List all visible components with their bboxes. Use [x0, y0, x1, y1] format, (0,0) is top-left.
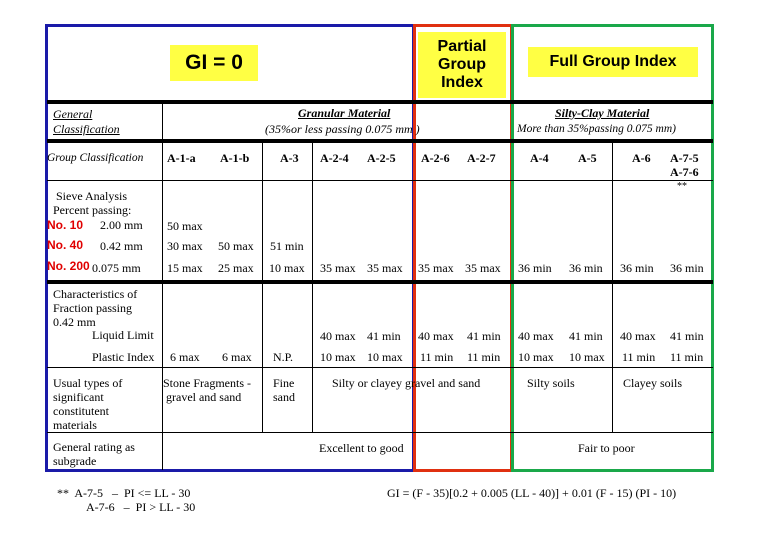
types-label-2: significant: [53, 390, 104, 404]
stone-fragments-2: gravel and sand: [166, 390, 242, 404]
rating-label-2: subgrade: [53, 454, 97, 468]
silty-soils: Silty soils: [527, 376, 575, 390]
group-a-2-6: A-2-6: [421, 151, 450, 165]
sieve200-a24: 35 max: [320, 261, 356, 275]
pi-a24: 10 max: [320, 350, 356, 364]
sieve200-a1a: 15 max: [167, 261, 203, 275]
fine-sand-1: Fine: [273, 376, 295, 390]
sieve200-a7: 36 min: [670, 261, 704, 275]
footnote-line-2: A-7-6 – PI > LL - 30: [86, 500, 196, 514]
sieve-size-2mm: 2.00 mm: [100, 218, 143, 232]
header-rule: [47, 139, 713, 143]
fraction-label-3: 0.42 mm: [53, 315, 96, 329]
ll-a7: 41 min: [670, 329, 704, 343]
sieve200-a26: 35 max: [418, 261, 454, 275]
label-col-rule: [162, 102, 163, 470]
a4a5-col-rule: [612, 140, 613, 432]
full-gi-label: Full Group Index: [528, 47, 698, 77]
sieve10-a1a: 50 max: [167, 219, 203, 233]
group-a-2-4: A-2-4: [320, 151, 349, 165]
sieve-analysis-label: Sieve Analysis: [56, 189, 127, 203]
sieve200-a3: 10 max: [269, 261, 305, 275]
granular-title: Granular Material: [298, 106, 391, 120]
liquid-limit-label: Liquid Limit: [92, 328, 154, 342]
sieve-size-0075mm: 0.075 mm: [92, 261, 141, 275]
classification-label: Classification: [53, 122, 120, 136]
sieve40-a1a: 30 max: [167, 239, 203, 253]
group-a-7-6: A-7-6: [670, 165, 699, 179]
ll-a4: 40 max: [518, 329, 554, 343]
types-label-3: constitutent: [53, 404, 109, 418]
a1-col-rule: [262, 140, 263, 432]
rating-label-1: General rating as: [53, 440, 135, 454]
sieve-size-042mm: 0.42 mm: [100, 239, 143, 253]
stone-fragments-1: Stone Fragments -: [163, 376, 251, 390]
rating-fair: Fair to poor: [578, 441, 635, 455]
plastic-index-label: Plastic Index: [92, 350, 155, 364]
pi-a4: 10 max: [518, 350, 554, 364]
silty-title: Silty-Clay Material: [555, 106, 650, 120]
group-a-3: A-3: [280, 151, 299, 165]
ll-a24: 40 max: [320, 329, 356, 343]
fraction-label-1: Characteristics of: [53, 287, 138, 301]
group-a-1-b: A-1-b: [220, 151, 250, 165]
clayey-soils: Clayey soils: [623, 376, 682, 390]
silty-gravel-sand: Silty or clayey gravel and sand: [332, 376, 481, 390]
sieve200-a5: 36 min: [569, 261, 603, 275]
pi-a26: 11 min: [420, 350, 454, 364]
pi-a7: 11 min: [670, 350, 704, 364]
sieve200-a27: 35 max: [465, 261, 501, 275]
sieve200-a4: 36 min: [518, 261, 552, 275]
group-a-4: A-4: [530, 151, 549, 165]
sieve200-a6: 36 min: [620, 261, 654, 275]
ll-a5: 41 min: [569, 329, 603, 343]
fraction-row-rule: [47, 367, 713, 368]
types-row-rule: [47, 432, 713, 433]
table-top-rule: [47, 100, 713, 104]
ll-a27: 41 min: [467, 329, 501, 343]
group-a-1-a: A-1-a: [167, 151, 196, 165]
percent-passing-label: Percent passing:: [53, 203, 132, 217]
granular-subtitle: (35%or less passing 0.075 mm ): [265, 122, 420, 136]
partial-gi-label: Partial Group Index: [418, 32, 506, 98]
pi-a1a: 6 max: [170, 350, 200, 364]
pi-a1b: 6 max: [222, 350, 252, 364]
group-a-5: A-5: [578, 151, 597, 165]
silty-subtitle: More than 35%passing 0.075 mm): [517, 123, 676, 135]
group-a-7-5: A-7-5: [670, 151, 699, 165]
group-a-6: A-6: [632, 151, 651, 165]
sieve40-a3: 51 min: [270, 239, 304, 253]
sieve-no-200: No. 200: [47, 259, 90, 273]
a3-col-rule: [312, 140, 313, 432]
pi-a3: N.P.: [273, 350, 294, 364]
sieve-row-rule: [47, 280, 713, 284]
fine-sand-2: sand: [273, 390, 295, 404]
sieve-no-10: No. 10: [47, 218, 84, 232]
types-label-4: materials: [53, 418, 97, 432]
ll-a25: 41 min: [367, 329, 401, 343]
sieve200-a25: 35 max: [367, 261, 403, 275]
pi-a6: 11 min: [622, 350, 656, 364]
general-label: General: [53, 107, 93, 121]
group-star-note: **: [677, 181, 687, 192]
group-a-2-5: A-2-5: [367, 151, 396, 165]
ll-a26: 40 max: [418, 329, 454, 343]
pi-a25: 10 max: [367, 350, 403, 364]
fraction-label-2: Fraction passing: [53, 301, 132, 315]
group-classification-label: Group Classification: [47, 152, 144, 164]
gi-formula: GI = (F - 35)[0.2 + 0.005 (LL - 40)] + 0.01 (F - 15) (PI - 10): [387, 486, 677, 500]
pi-a27: 11 min: [467, 350, 501, 364]
ll-a6: 40 max: [620, 329, 656, 343]
sieve200-a1b: 25 max: [218, 261, 254, 275]
sieve-no-40: No. 40: [47, 238, 84, 252]
footnote-line-1: ** A-7-5 – PI <= LL - 30: [57, 486, 191, 500]
gi-zero-label: GI = 0: [170, 45, 258, 81]
pi-a5: 10 max: [569, 350, 605, 364]
types-label-1: Usual types of: [53, 376, 123, 390]
group-row-rule: [47, 180, 713, 181]
group-a-2-7: A-2-7: [467, 151, 496, 165]
rating-excellent: Excellent to good: [319, 441, 404, 455]
sieve40-a1b: 50 max: [218, 239, 254, 253]
